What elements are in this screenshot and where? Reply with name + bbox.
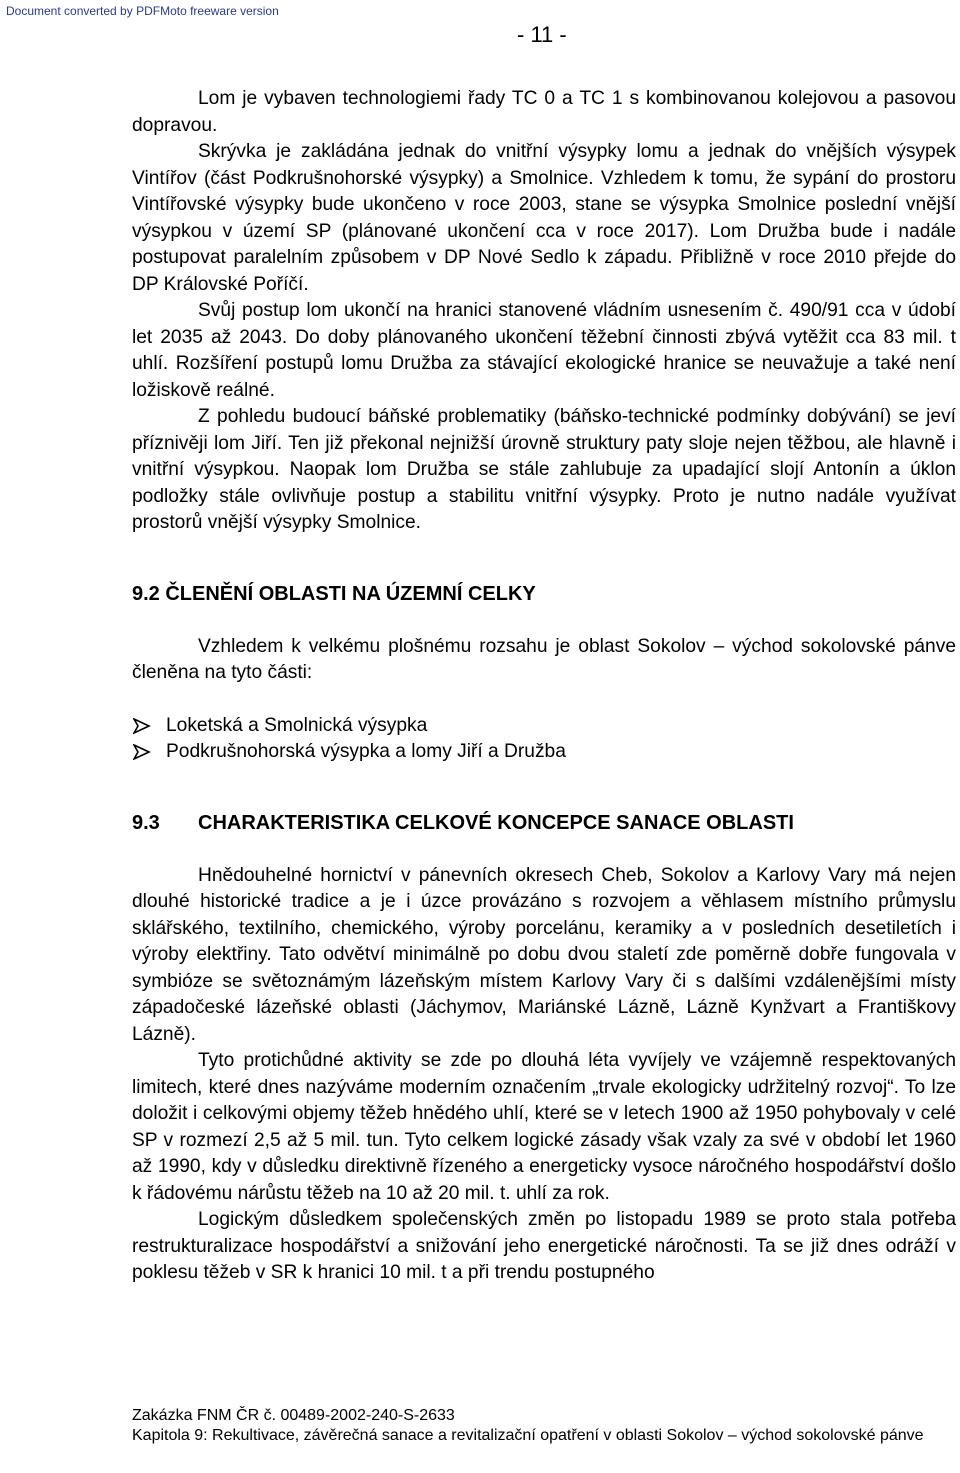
paragraph: Svůj postup lom ukončí na hranici stanovené vládním usnesením č. 490/91 cca v údobí let 2035 až 2043. Do doby plánovaného ukončení těžební činnosti zbývá vytěžit cca 83 mil. t uhlí. Rozšíření postupů lomu Družba za stávající ekologické hranice se neuvažuje a také není ložiskově reálné. <box>132 300 956 401</box>
list-item <box>132 739 956 766</box>
list-item <box>132 713 956 740</box>
page-footer <box>132 1406 952 1446</box>
paragraph: Lom je vybaven technologiemi řady TC 0 a TC 1 s kombinovanou kolejovou a pasovou dopravou. <box>132 88 956 136</box>
paragraph: Vzhledem k velkému plošnému rozsahu je oblast Sokolov – východ sokolovské pánve členěna na tyto části: <box>132 635 956 683</box>
bullet-list <box>132 713 956 766</box>
converter-note: Document converted by PDFMoto freeware version <box>6 4 279 18</box>
paragraph: Skrývka je zakládána jednak do vnitřní výsypky lomu a jednak do vnějších výsypek Vintířov (část Podkrušnohorské výsypky) a Smolnice. Vzhledem k tomu, že sypání do prostoru Vintířovské výsypky bude ukončeno v roce 2003, stane se výsypka Smolnice poslední vnější výsypkou v území SP (plánované ukončení cca v roce 2017). Lom Družba bude i nadále postupovat paralelním způsobem v DP Nové Sedlo k západu. Přibližně v roce 2010 přejde do DP Královské Poříčí. <box>132 141 956 295</box>
paragraph: Logickým důsledkem společenských změn po listopadu 1989 se proto stala potřeba restrukturalizace hospodářství a snižování jeho energetické náročnosti. Ta se již dnes odráží v poklesu těžeb v SR k hranici 10 mil. t a při trendu postupného <box>132 1209 956 1283</box>
page-content <box>132 86 956 1287</box>
section-title: CHARAKTERISTIKA CELKOVÉ KONCEPCE SANACE OBLASTI <box>198 811 794 834</box>
section-heading-9-3 <box>132 810 956 836</box>
arrowhead-bullet-icon <box>132 716 166 736</box>
list-item-text: Loketská a Smolnická výsypka <box>166 714 428 736</box>
paragraph: Z pohledu budoucí báňské problematiky (báňsko-technické podmínky dobývání) se jeví příznivěji lom Jiří. Ten již překonal nejnižší úrovně struktury paty sloje nejen těžbou, ale hlavně i vnitřní výsypkou. Naopak lom Družba se stále zahlubuje za upadající slojí Antonín a úklon podložky stále ovlivňuje postup a stabilitu vnitřní výsypky. Proto je nutno nadále využívat prostorů vnější výsypky Smolnice. <box>132 406 956 533</box>
section-number: 9.3 <box>132 811 160 834</box>
arrowhead-bullet-icon <box>132 742 166 762</box>
footer-order-number: Zakázka FNM ČR č. 00489-2002-240-S-2633 <box>132 1407 455 1424</box>
list-item-text: Podkrušnohorská výsypka a lomy Jiří a Družba <box>166 741 566 762</box>
section-heading-9-2: 9.2 ČLENĚNÍ OBLASTI NA ÚZEMNÍ CELKY <box>132 582 536 605</box>
paragraph: Hnědouhelné hornictví v pánevních okresech Cheb, Sokolov a Karlovy Vary má nejen dlouhé historické tradice a je i úzce provázáno s rozvojem a věhlasem místního průmyslu sklářského, textilního, chemického, výroby porcelánu, keramiky a v posledních desetiletích i výroby elektřiny. Tato odvětví minimálně po dobu dvou staletí zde poměrně dobře fungovala v symbióze se světoznámým lázeňským místem Karlovy Vary či s dalšími vzdálenějšími místy západočeské lázeňské oblasti (Jáchymov, Mariánské Lázně, Lázně Kynžvart a Františkovy Lázně). <box>132 864 956 1045</box>
paragraph: Tyto protichůdné aktivity se zde po dlouhá léta vyvíjely ve vzájemně respektovaných limitech, které dnes nazýváme moderním označením „trvale ekologicky udržitelný rozvoj“. To lze doložit i celkovými objemy těžeb hnědého uhlí, které se v letech 1900 až 1950 pohybovaly v celé SP v rozmezí 2,5 až 5 mil. tun. Tyto celkem logické zásady však vzaly za své v období let 1960 až 1990, kdy v důsledku direktivně řízeného a energeticky vysoce náročného hospodářství došlo k řádovému nárůstu těžeb na 10 až 20 mil. t. uhlí za rok. <box>132 1050 956 1204</box>
footer-chapter: Kapitola 9: Rekultivace, závěrečná sanace a revitalizační opatření v oblasti Sokolov – východ sokolovské pánve <box>132 1427 924 1444</box>
page-number: - 11 - <box>517 22 567 47</box>
